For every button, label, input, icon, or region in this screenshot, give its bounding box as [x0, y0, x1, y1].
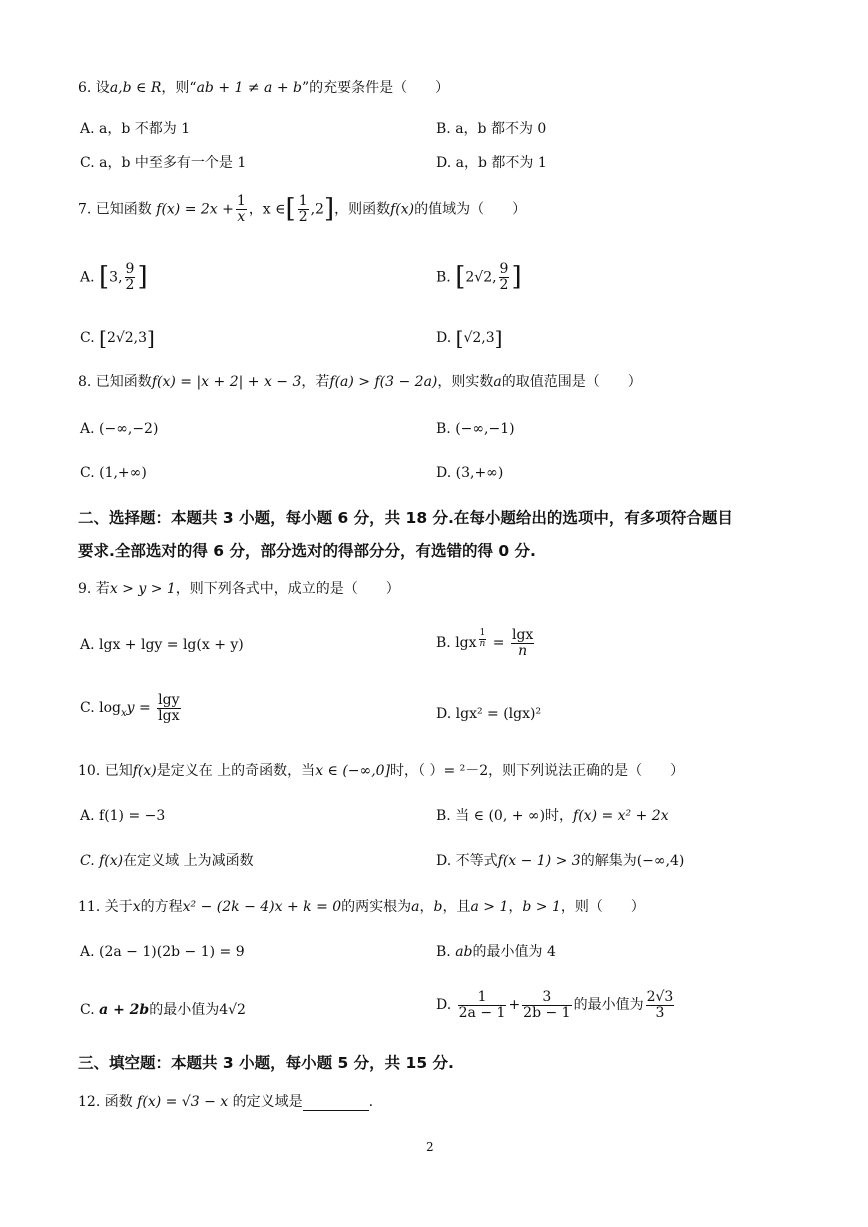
question-11-option-b: B. ab的最小值为 4 — [436, 944, 556, 960]
question-9-option-d: D. lgx² = (lgx)² — [436, 706, 542, 722]
question-6-stem: 6. 设a,b ∈ R，则“ab + 1 ≠ a + b”的充要条件是（ ） — [78, 80, 450, 96]
section-2-heading-line2: 要求.全部选对的得 6 分，部分选对的得部分分，有选错的得 0 分. — [78, 542, 536, 560]
fraction: $\frac{1}{x}$ — [236, 193, 246, 226]
question-6-option-a: A. a，b 不都为 1 — [80, 121, 191, 137]
question-9-option-b: B. lgx $^{\frac{1}{n}}$ = $\frac{\lg x}{n}$ — [436, 627, 534, 659]
question-7-stem: 7. 已知函数 f(x) = 2x + $\frac{1}{x}$ ，x ∈[ $\frac{1}{2}$ ,2]，则函数f(x)的值域为（ ） — [78, 193, 527, 226]
question-10-option-d: D. 不等式f(x − 1) > 3的解集为(−∞,4) — [436, 853, 685, 869]
question-10-option-c: C. f(x)在定义域 上为减函数 — [80, 853, 254, 869]
section-3-heading: 三、填空题：本题共 3 小题，每小题 5 分，共 15 分. — [78, 1054, 454, 1072]
question-9-option-a: A. lgx + lgy = lg(x + y) — [80, 637, 244, 653]
question-8-option-d: D. (3,+∞) — [436, 465, 504, 481]
question-8-stem: 8. 已知函数f(x) = |x + 2| + x − 3，若f(a) > f(3 − 2a)，则实数a的取值范围是（ ） — [78, 374, 642, 390]
question-7-option-a: A. [3, $\frac{9}{2}$ ] — [80, 261, 148, 294]
question-7-option-c: C. [2√2,3] — [80, 326, 155, 350]
question-8-option-c: C. (1,+∞) — [80, 465, 147, 481]
page-number: 2 — [426, 1140, 434, 1154]
question-9-stem: 9. 若x > y > 1，则下列各式中，成立的是（ ） — [78, 581, 400, 597]
section-2-heading-line1: 二、选择题：本题共 3 小题，每小题 6 分，共 18 分.在每小题给出的选项中，有多项符合题目 — [78, 509, 733, 527]
question-6-option-b: B. a，b 都不为 0 — [436, 121, 547, 137]
question-10-stem: 10. 已知f(x)是定义在 上的奇函数，当x ∈ (−∞,0]时，（ ）= ²－2，则下列说法正确的是（ ） — [78, 763, 685, 779]
question-11-option-d: D. $\frac{1}{2a - 1}$ + $\frac{3}{2b - 1}$ 的最小值为 $\frac{2√3}{3}$ — [436, 989, 674, 1021]
question-10-option-b: B. 当 ∈ (0, + ∞)时，f(x) = x² + 2x — [436, 808, 669, 824]
question-8-option-a: A. (−∞,−2) — [80, 421, 159, 437]
question-6-option-c: C. a，b 中至多有一个是 1 — [80, 155, 247, 171]
answer-blank[interactable] — [303, 1096, 369, 1111]
question-9-option-c: C. $\log_xy$ = $\frac{\lg y}{\lg x}$ — [80, 692, 180, 724]
question-8-option-b: B. (−∞,−1) — [436, 421, 515, 437]
question-7-option-d: D. [√2,3] — [436, 326, 503, 350]
question-6-option-d: D. a，b 都不为 1 — [436, 155, 547, 171]
question-11-option-a: A. (2a − 1)(2b − 1) = 9 — [80, 944, 245, 960]
fraction: $\frac{1}{2}$ — [298, 193, 308, 226]
question-12-stem: 12. 函数 f(x) = √3 − x 的定义域是 . — [78, 1094, 374, 1110]
question-10-option-a: A. f(1) = −3 — [80, 808, 166, 824]
question-11-option-c: C. a + 2b的最小值为4√2 — [80, 1002, 246, 1018]
question-7-option-b: B. [2√2, $\frac{9}{2}$ ] — [436, 261, 522, 294]
question-11-stem: 11. 关于x的方程x² − (2k − 4)x + k = 0的两实根为a，b，且a > 1，b > 1，则（ ） — [78, 899, 645, 915]
